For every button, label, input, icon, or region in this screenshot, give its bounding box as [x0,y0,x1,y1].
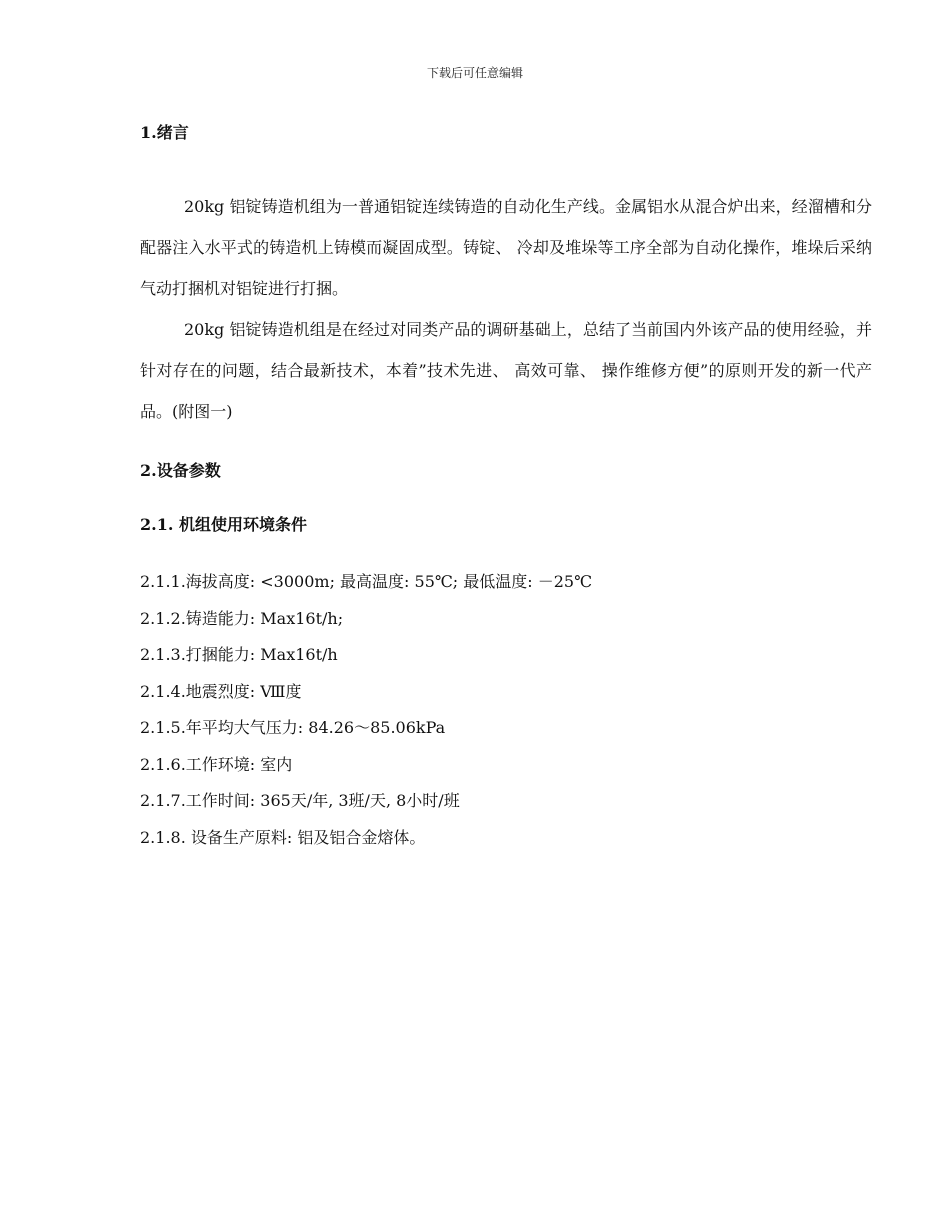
page-header: 下载后可任意编辑 [426,66,523,80]
subsection-title-environment: 2.1. 机组使用环境条件 [140,515,307,534]
intro-paragraph-1: 20kg 铝锭铸造机组为一普通铝锭连续铸造的自动化生产线。金属铝水从混合炉出来，经溜槽和分配器注入水平式的铸造机上铸模而凝固成型。铸锭、 冷却及堆垛等工序全部为自动化操作，堆垛后采纳气动打捆机对铝锭进行打捆。 [140,197,872,298]
list-item: 2.1.5.年平均大气压力: 84.26～85.06kPa [140,718,446,737]
section-title-params: 2.设备参数 [140,461,221,480]
list-item: 2.1.1.海拔高度: <3000m; 最高温度: 55℃; 最低温度: －25℃ [140,572,592,591]
list-item: 2.1.2.铸造能力: Max16t/h; [140,608,344,628]
section-title-intro: 1.绪言 [140,123,189,142]
list-item: 2.1.4.地震烈度: Ⅷ度 [140,681,302,701]
document-body [140,118,872,856]
list-item: 2.1.3.打捆能力: Max16t/h [140,645,338,664]
list-item: 2.1.6.工作环境: 室内 [140,754,293,774]
environment-list [140,564,872,856]
list-item: 2.1.7.工作时间: 365天/年, 3班/天, 8小时/班 [140,791,460,810]
intro-paragraph-2: 20kg 铝锭铸造机组是在经过对同类产品的调研基础上，总结了当前国内外该产品的使用经验，并针对存在的问题，结合最新技术，本着”技术先进、 高效可靠、 操作维修方便”的原则开发的新一代产品。(附图一) [140,320,872,421]
list-item: 2.1.8. 设备生产原料: 铝及铝合金熔体。 [140,827,426,847]
